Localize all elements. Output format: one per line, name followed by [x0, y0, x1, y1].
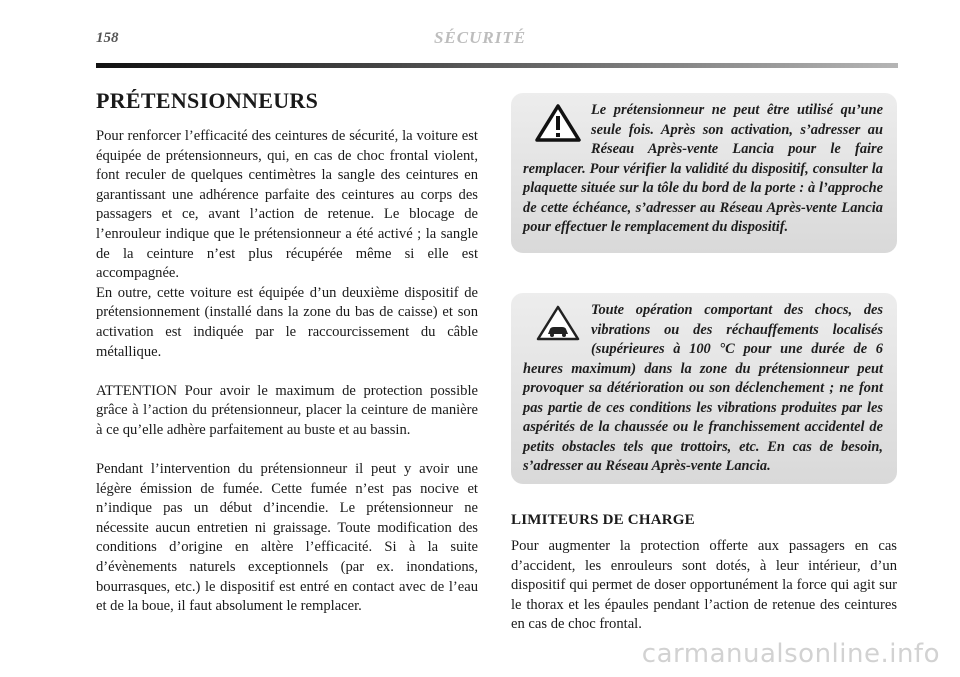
warning-text-single-use: Le prétensionneur ne peut être utilisé qu’une seule fois. Après son activation, s’adresser au Réseau Après-vente Lancia pour le faire remplacer. Pour vérifier la validité du dispositif, consulter la plaquette située sur la tôle du bord de la porte : à l’approche de cette échéance, s’adresser au Réseau Après-vente Lancia pour effectuer le remplacement du dispositif. — [523, 102, 883, 235]
paragraph-attention: ATTENTION Pour avoir le maximum de protection possible grâce à l’action du prétensionneur, placer la ceinture de manière à ce qu’elle adhère parfaitement au buste et au bassin. — [96, 382, 478, 438]
load-limiters-title: LIMITEURS DE CHARGE — [511, 512, 695, 528]
warning-box-single-use — [511, 93, 897, 253]
warning-box-shocks — [511, 293, 897, 484]
header-rule — [96, 63, 898, 68]
paragraph-second-device: En outre, cette voiture est équipée d’un deuxième dispositif de prétensionnement (installé dans la zone du bas de caisse) et son activation est indiquée par le raccourcissement du câble métallique. — [96, 284, 478, 360]
left-column — [96, 88, 478, 617]
warning-text-shocks: Toute opération comportant des chocs, des vibrations ou des réchauffements localisés (supérieures à 100 °C pour une durée de 6 heures maximum) dans la zone du prétensionneur peut provoquer sa détérioration ou son déclenchement ; ne font pas partie de ces conditions les vibrations produites par les aspérités de la chaussée ou le franchissement accidentel de petits obstacles tels que trottoirs, etc. En cas de besoin, s’adresser au Réseau Après-vente Lancia. — [523, 302, 883, 474]
page-number: 158 — [96, 30, 119, 46]
warning-triangle-icon — [535, 104, 581, 142]
car-caution-triangle-icon — [535, 304, 581, 342]
watermark: carmanualsonline.info — [641, 639, 940, 669]
paragraph-pretensioner-intro: Pour renforcer l’efficacité des ceintures de sécurité, la voiture est équipée de prétensionneurs, qui, en cas de choc frontal violent, font reculer de quelques centimètres la sangle des ceintures en garantissant une adhérence parfaite des ceintures au corps des passagers et ce, avant l’action de retenue. Le blocage de l’enrouleur indique que le prétensionneur a été activé ; la sangle de la ceinture n’est plus récupérée même si elle est accompagnée. — [96, 128, 478, 282]
paragraph-smoke: Pendant l’intervention du prétensionneur il peut y avoir une légère émission de fumée. Cette fumée n’est pas nocive et n’indique pas un début d’incendie. Le prétensionneur ne nécessite aucun entretien ni graissage. Toute modification des conditions d’origine en altère l’efficacité. Si à la suite d’évènements naturels exceptionnels (par ex. inondations, bourrasques, etc.) le dispositif est entré en contact avec de l’eau et de la boue, il faut absolument le remplacer. — [96, 461, 478, 615]
page-title: PRÉTENSIONNEURS — [96, 88, 319, 113]
section-title: SÉCURITÉ — [433, 28, 527, 47]
paragraph-load-limiters: Pour augmenter la protection offerte aux passagers en cas d’accident, les enrouleurs sont dotés, à leur intérieur, d’un dispositif qui permet de doser opportunément la force qui agit sur le thorax et les épaules pendant l’action de retenue des ceintures en cas de choc frontal. — [511, 538, 897, 633]
load-limiters-section — [511, 512, 897, 635]
